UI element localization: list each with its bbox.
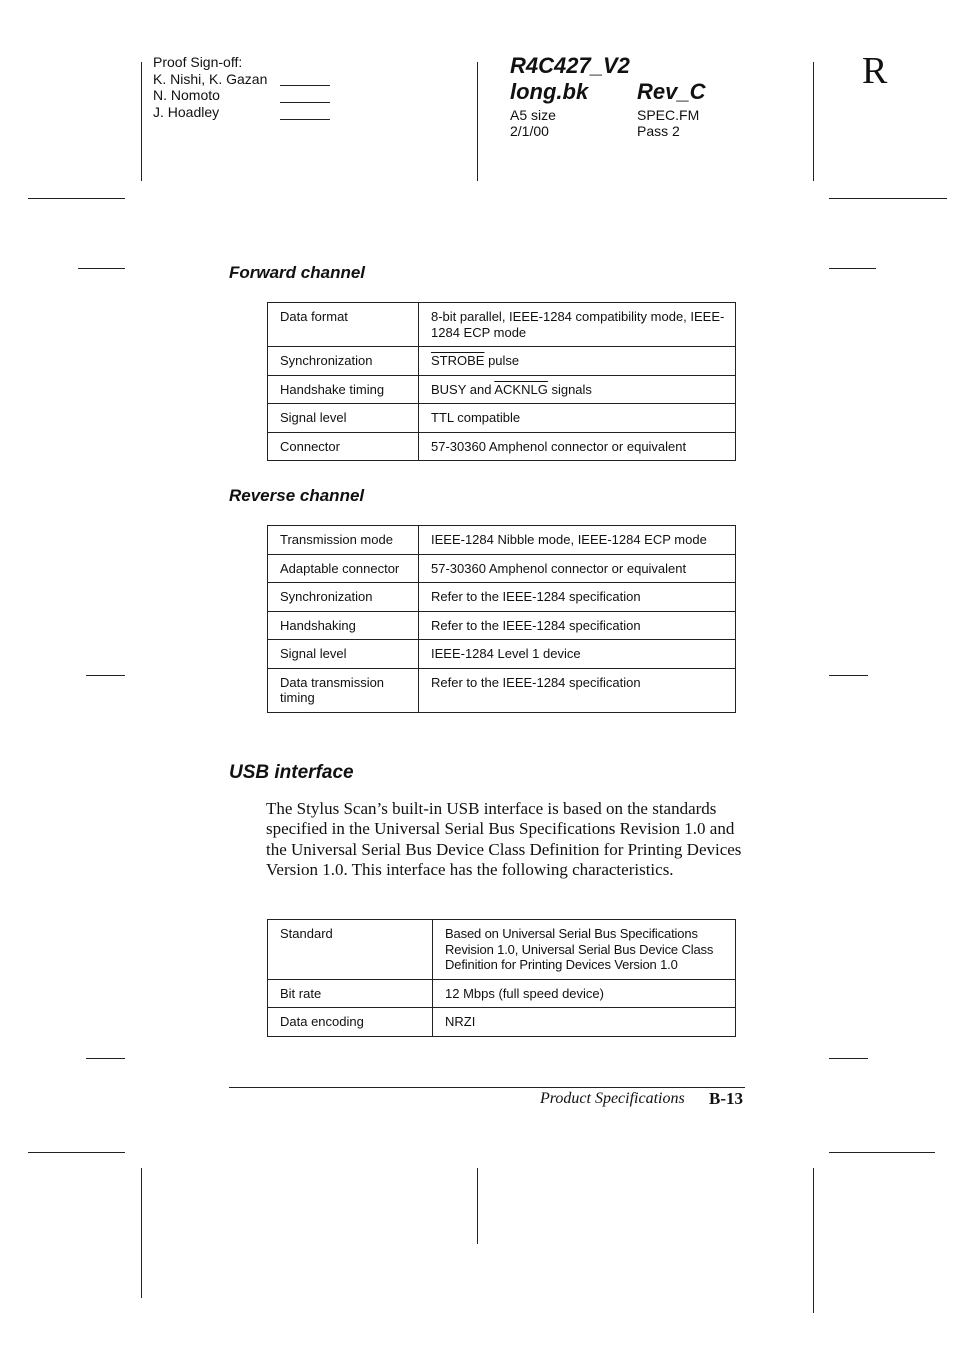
row-label: Synchronization	[268, 347, 419, 376]
footer-rule	[229, 1087, 745, 1088]
signature-line	[280, 85, 330, 86]
signoff-title: Proof Sign-off:	[153, 54, 243, 70]
row-label: Data encoding	[268, 1008, 433, 1037]
row-value: Based on Universal Serial Bus Specifications Revision 1.0, Universal Serial Bus Device Class Definition for Printing Devices Version 1.0	[433, 920, 736, 980]
table-row	[268, 583, 736, 612]
page-size: A5 size	[510, 107, 556, 123]
r-mark: R	[862, 50, 888, 92]
row-value-rest: signals	[547, 381, 592, 397]
usb-interface-table	[267, 919, 736, 1037]
table-row	[268, 668, 736, 712]
crop-mark	[141, 1168, 142, 1298]
margin-mark	[829, 268, 876, 269]
crop-mark	[477, 1168, 478, 1244]
row-value: 12 Mbps (full speed device)	[433, 979, 736, 1008]
row-label: Connector	[268, 432, 419, 461]
row-label: Signal level	[268, 404, 419, 433]
row-value: Refer to the IEEE-1284 specification	[419, 668, 736, 712]
crop-mark	[28, 198, 125, 199]
forward-channel-table	[267, 302, 736, 461]
crop-mark	[829, 1152, 935, 1153]
table-row	[268, 611, 736, 640]
table-row	[268, 347, 736, 376]
margin-mark	[86, 1058, 125, 1059]
table-row	[268, 526, 736, 555]
section-heading-reverse-channel: Reverse channel	[229, 486, 365, 505]
row-label: Adaptable connector	[268, 554, 419, 583]
table-row	[268, 640, 736, 669]
margin-mark	[78, 268, 125, 269]
row-label: Data format	[268, 303, 419, 347]
signoff-name: N. Nomoto	[153, 87, 220, 103]
row-label: Transmission mode	[268, 526, 419, 555]
crop-mark	[829, 198, 947, 199]
row-label: Standard	[268, 920, 433, 980]
file-name: SPEC.FM	[637, 107, 700, 123]
row-value: 8-bit parallel, IEEE-1284 compatibility mode, IEEE-1284 ECP mode	[419, 303, 736, 347]
table-row	[268, 554, 736, 583]
row-label: Handshake timing	[268, 375, 419, 404]
row-label: Synchronization	[268, 583, 419, 612]
reverse-channel-table	[267, 525, 736, 713]
usb-description-paragraph: The Stylus Scan’s built-in USB interface is based on the standards specified in the Universal Serial Bus Specifications Revision 1.0 and the Universal Serial Bus Device Class Definition for Printing Devices Version 1.0. This interface has the following characteristics.	[266, 799, 742, 879]
crop-mark	[813, 62, 814, 181]
crop-mark	[813, 1168, 814, 1313]
table-row	[268, 404, 736, 433]
pass-number: Pass 2	[637, 123, 680, 139]
proof-signoff	[153, 54, 343, 120]
crop-mark	[477, 62, 478, 181]
margin-mark	[829, 675, 868, 676]
doc-revision: Rev_C	[637, 79, 706, 104]
table-row	[268, 979, 736, 1008]
row-label: Signal level	[268, 640, 419, 669]
row-value: TTL compatible	[419, 404, 736, 433]
footer-section-title: Product Specifications	[540, 1090, 685, 1107]
row-label: Handshaking	[268, 611, 419, 640]
row-value: IEEE-1284 Level 1 device	[419, 640, 736, 669]
table-row	[268, 375, 736, 404]
row-value: 57-30360 Amphenol connector or equivalent	[419, 554, 736, 583]
row-value: Refer to the IEEE-1284 specification	[419, 611, 736, 640]
crop-mark	[28, 1152, 125, 1153]
row-label: Bit rate	[268, 979, 433, 1008]
signal-name-overlined: ACKNLG	[494, 381, 548, 397]
row-value: NRZI	[433, 1008, 736, 1037]
table-row	[268, 432, 736, 461]
signoff-name: J. Hoadley	[153, 103, 220, 120]
row-value-rest: pulse	[484, 353, 520, 368]
row-value: Refer to the IEEE-1284 specification	[419, 583, 736, 612]
row-value-pre: BUSY and	[431, 381, 495, 397]
crop-mark	[141, 62, 142, 181]
row-label: Data transmission timing	[268, 668, 419, 712]
signoff-name: K. Nishi, K. Gazan	[153, 70, 268, 87]
page-number: B-13	[709, 1089, 743, 1108]
margin-mark	[829, 1058, 868, 1059]
margin-mark	[86, 675, 125, 676]
signature-line	[280, 102, 330, 103]
table-row	[268, 303, 736, 347]
row-value	[419, 347, 736, 376]
section-heading-forward-channel: Forward channel	[229, 263, 366, 282]
table-row	[268, 1008, 736, 1037]
table-row	[268, 920, 736, 980]
row-value: 57-30360 Amphenol connector or equivalent	[419, 432, 736, 461]
row-value	[419, 375, 736, 404]
doc-title-line1: R4C427_V2	[510, 53, 630, 78]
signal-name-overlined: STROBE	[431, 353, 485, 368]
section-heading-usb-interface: USB interface	[229, 762, 354, 783]
row-value: IEEE-1284 Nibble mode, IEEE-1284 ECP mode	[419, 526, 736, 555]
signature-line	[280, 119, 330, 120]
doc-date: 2/1/00	[510, 123, 549, 139]
doc-title-line2: long.bk	[510, 79, 589, 104]
